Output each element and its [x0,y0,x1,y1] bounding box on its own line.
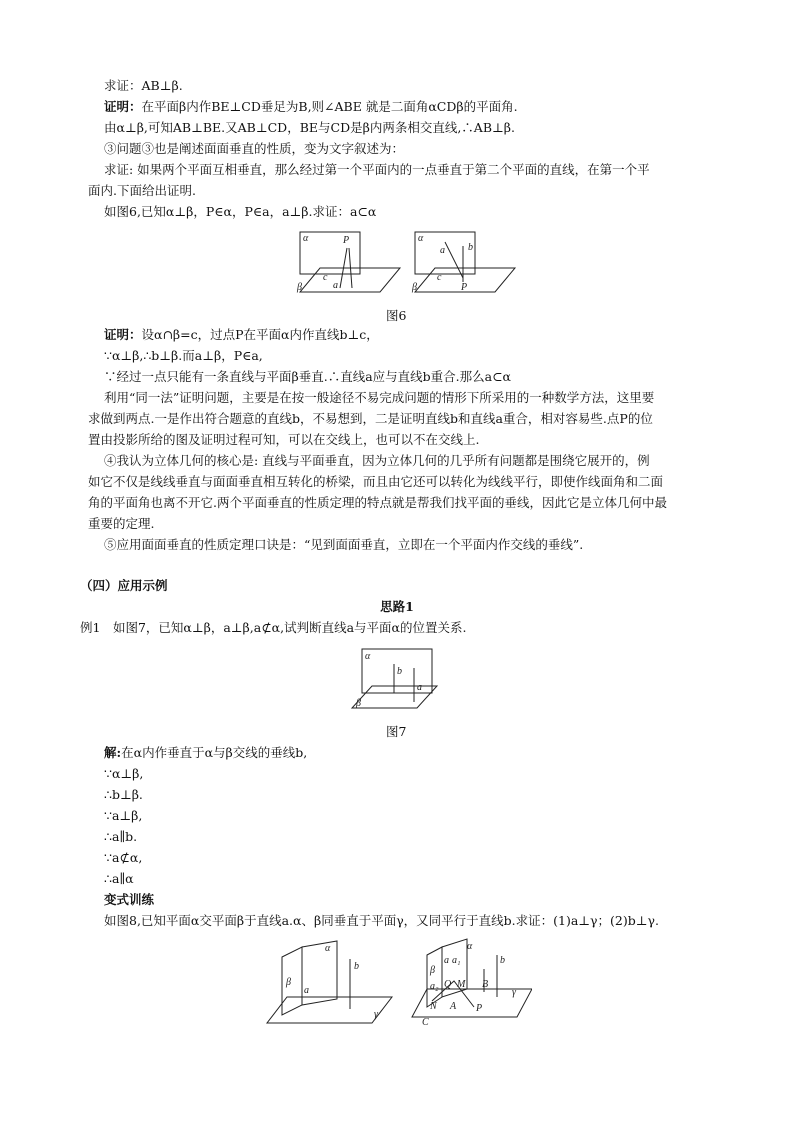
fig-label: β [297,282,302,293]
text-line: 求证: 如果两个平面互相垂直，那么经过第一个平面内的一点垂直于第二个平面的直线，在第一个平 [104,162,650,177]
fig-label: β [286,977,291,988]
fig-label: a [444,955,449,966]
text-line: 面内.下面给出证明. [88,183,196,198]
fig-label: β [430,965,435,976]
text-line: ∴a∥b. [104,829,138,844]
text-line: ∵a⊥β, [104,808,143,823]
fig-label: α [325,943,331,954]
figure-7 [342,646,442,712]
text-line: 求证：AB⊥β. [104,78,183,93]
subheading: 思路1 [380,599,414,614]
text-line [104,745,307,761]
proof-label: 证明： [104,99,142,114]
text-line [104,99,518,115]
text-span: 在平面β内作BE⊥CD垂足为B,则∠ABE 就是二面角αCDβ的平面角. [141,99,518,114]
fig-label: c [437,272,442,283]
fig-label: b [354,961,359,972]
text-line: ∵经过一点只能有一条直线与平面β垂直.∴直线a应与直线b重合.那么a⊂α [104,369,511,384]
text-line: 如图6,已知α⊥β，P∈α，P∈a，a⊥β.求证：a⊂α [104,204,377,219]
fig-label: P [476,1003,483,1014]
fig-label: a [304,985,309,996]
text-line [104,327,379,343]
fig-label: c [323,272,328,283]
fig-label: M [457,979,466,990]
text-line: 如图8,已知平面α交平面β于直线a.α、β同垂直于平面γ，又同平行于直线b.求证：(1)a⊥γ；(2)b⊥γ. [104,913,659,928]
text-line: 由α⊥β,可知AB⊥BE.又AB⊥CD，BE与CD是β内两条相交直线,∴AB⊥β. [104,120,515,135]
fig-label: C [422,1017,429,1027]
fig-label: b [500,955,505,966]
fig-label: γ [374,1009,378,1020]
text-line: 重要的定理. [88,516,155,531]
fig-label: a [440,245,445,256]
text-line: ∴a∥α [104,871,134,886]
plane-beta [300,268,400,292]
text-line: 如它不仅是线线垂直与面面垂直相互转化的桥梁，而且由它还可以转化为线线平行，即使作线面角和二面 [88,474,664,489]
text-span: 在α内作垂直于α与β交线的垂线b, [121,745,308,760]
fig-label: N [430,1001,437,1012]
fig-label: β [412,282,417,293]
fig-label: α [365,651,371,662]
fig-label: α [303,233,309,244]
text-line: ∵α⊥β,∴b⊥β.而a⊥β，P∈a, [104,348,263,363]
fig-label: α [467,941,473,952]
fig-label: b [468,242,473,253]
text-line: ④我认为立体几何的核心是: 直线与平面垂直，因为立体几何的几乎所有问题都是围绕它展开的，例 [104,453,650,468]
fig-label: B [482,979,489,990]
text-line: ∵a⊄α, [104,850,143,865]
figure-8 [262,937,532,1027]
fig-label: a₂ [430,981,439,992]
solution-label: 解: [104,745,122,760]
fig-label: a₁ [452,955,461,966]
fig-label: a [333,280,338,291]
text-line: 求做到两点.一是作出符合题意的直线b，不易想到，二是证明直线b和直线a重合，相对容易些.点P的位 [88,411,653,426]
fig-label: γ [512,987,516,998]
text-line: 置由投影所给的图及证明过程可知，可以在交线上，也可以不在交线上. [88,432,480,447]
text-line: 例1 如图7，已知α⊥β，a⊥β,a⊄α,试判断直线a与平面α的位置关系. [80,620,467,635]
fig-label: A [450,1001,457,1012]
proof-label: 证明： [104,327,142,342]
fig-label: a [417,682,422,693]
figure-caption: 图6 [386,308,407,323]
text-line: 利用“同一法”证明问题，主要是在按一般途径不易完成问题的情形下所采用的一种数学方法，这里要 [104,390,655,405]
fig-label: P [461,282,468,293]
text-span: 设α∩β=c，过点P在平面α内作直线b⊥c， [141,327,379,342]
fig-label: α [418,233,424,244]
fig-label: β [356,698,361,709]
text-line: 角的平面角也离不开它.两个平面垂直的性质定理的特点就是帮我们找平面的垂线，因此它是立体几何中最 [88,495,667,510]
fig-label: Q [444,979,452,990]
text-line: ③问题③也是阐述面面垂直的性质，变为文字叙述为： [104,141,405,156]
text-line: ∴b⊥β. [104,787,143,802]
subheading: 变式训练 [104,892,155,907]
fig-label: b [397,666,402,677]
figure-6 [285,228,525,296]
text-line: ⑤应用面面垂直的性质定理口诀是：“见到面面垂直，立即在一个平面内作交线的垂线”. [104,537,584,552]
section-heading: （四）应用示例 [80,578,168,593]
fig-label: P [343,235,350,246]
figure-caption: 图7 [386,724,407,739]
text-line: ∵α⊥β, [104,766,144,781]
